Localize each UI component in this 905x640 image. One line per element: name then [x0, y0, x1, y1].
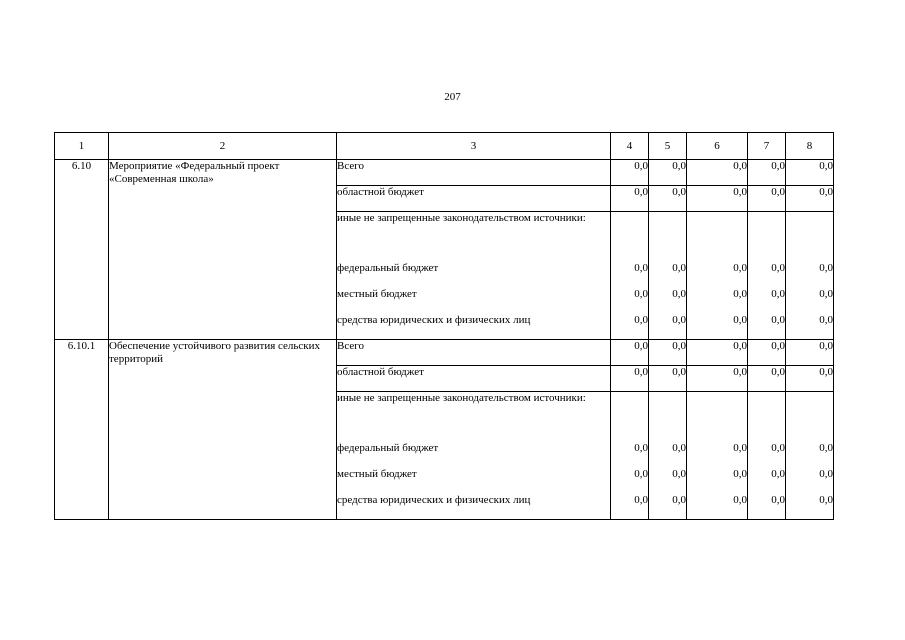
value-cell: 0,0: [611, 340, 649, 366]
value-cell: 0,0: [786, 288, 834, 314]
value-cell: 0,0: [611, 160, 649, 186]
value-cell: 0,0: [687, 494, 748, 520]
funding-source: Всего: [337, 160, 611, 186]
value-cell: 0,0: [687, 314, 748, 340]
funding-source: иные не запрещенные законодательством источники:: [337, 392, 611, 442]
value-cell: 0,0: [611, 314, 649, 340]
value-cell: 0,0: [748, 366, 786, 392]
value-cell: 0,0: [649, 340, 687, 366]
value-cell: 0,0: [786, 160, 834, 186]
funding-source: областной бюджет: [337, 366, 611, 392]
value-cell: [748, 392, 786, 442]
value-cell: 0,0: [687, 160, 748, 186]
header-cell: 7: [748, 133, 786, 160]
value-cell: 0,0: [687, 288, 748, 314]
item-name: Мероприятие «Федеральный проект «Современная школа»: [109, 160, 337, 340]
value-cell: 0,0: [786, 262, 834, 288]
header-cell: 6: [687, 133, 748, 160]
header-cell: 1: [55, 133, 109, 160]
value-cell: [649, 392, 687, 442]
header-cell: 5: [649, 133, 687, 160]
value-cell: 0,0: [649, 468, 687, 494]
header-cell: 4: [611, 133, 649, 160]
value-cell: 0,0: [748, 340, 786, 366]
value-cell: 0,0: [748, 494, 786, 520]
value-cell: 0,0: [687, 442, 748, 468]
value-cell: 0,0: [649, 186, 687, 212]
value-cell: 0,0: [611, 468, 649, 494]
value-cell: 0,0: [786, 366, 834, 392]
value-cell: 0,0: [687, 468, 748, 494]
value-cell: 0,0: [786, 340, 834, 366]
funding-source: областной бюджет: [337, 186, 611, 212]
value-cell: 0,0: [611, 262, 649, 288]
value-cell: [649, 212, 687, 262]
value-cell: 0,0: [748, 442, 786, 468]
value-cell: 0,0: [649, 160, 687, 186]
value-cell: 0,0: [786, 186, 834, 212]
value-cell: 0,0: [611, 288, 649, 314]
value-cell: 0,0: [611, 366, 649, 392]
budget-table: [54, 132, 834, 520]
value-cell: [611, 212, 649, 262]
value-cell: 0,0: [748, 160, 786, 186]
funding-source: иные не запрещенные законодательством источники:: [337, 212, 611, 262]
value-cell: 0,0: [687, 186, 748, 212]
value-cell: [786, 392, 834, 442]
funding-source: федеральный бюджет: [337, 442, 611, 468]
funding-source: средства юридических и физических лиц: [337, 314, 611, 340]
value-cell: [687, 212, 748, 262]
value-cell: 0,0: [611, 494, 649, 520]
funding-source: федеральный бюджет: [337, 262, 611, 288]
table-row: [55, 340, 834, 366]
value-cell: 0,0: [748, 262, 786, 288]
table-body: [55, 160, 834, 520]
header-cell: 8: [786, 133, 834, 160]
value-cell: 0,0: [611, 186, 649, 212]
header-row: [55, 133, 834, 160]
value-cell: [687, 392, 748, 442]
header-cell: 3: [337, 133, 611, 160]
item-name: Обеспечение устойчивого развития сельских территорий: [109, 340, 337, 520]
value-cell: 0,0: [786, 494, 834, 520]
table-row: [55, 160, 834, 186]
value-cell: 0,0: [748, 314, 786, 340]
funding-source: местный бюджет: [337, 288, 611, 314]
value-cell: 0,0: [649, 288, 687, 314]
value-cell: 0,0: [611, 442, 649, 468]
value-cell: 0,0: [786, 442, 834, 468]
value-cell: 0,0: [748, 288, 786, 314]
value-cell: [611, 392, 649, 442]
value-cell: 0,0: [687, 340, 748, 366]
value-cell: 0,0: [687, 366, 748, 392]
funding-source: Всего: [337, 340, 611, 366]
value-cell: 0,0: [649, 366, 687, 392]
value-cell: 0,0: [649, 494, 687, 520]
value-cell: 0,0: [786, 314, 834, 340]
value-cell: 0,0: [748, 186, 786, 212]
value-cell: 0,0: [687, 262, 748, 288]
value-cell: 0,0: [649, 314, 687, 340]
funding-source: местный бюджет: [337, 468, 611, 494]
value-cell: [786, 212, 834, 262]
item-code: 6.10: [55, 160, 109, 340]
page-number: 207: [444, 91, 461, 103]
header-cell: 2: [109, 133, 337, 160]
value-cell: [748, 212, 786, 262]
funding-source: средства юридических и физических лиц: [337, 494, 611, 520]
value-cell: 0,0: [786, 468, 834, 494]
value-cell: 0,0: [649, 442, 687, 468]
item-code: 6.10.1: [55, 340, 109, 520]
value-cell: 0,0: [649, 262, 687, 288]
value-cell: 0,0: [748, 468, 786, 494]
